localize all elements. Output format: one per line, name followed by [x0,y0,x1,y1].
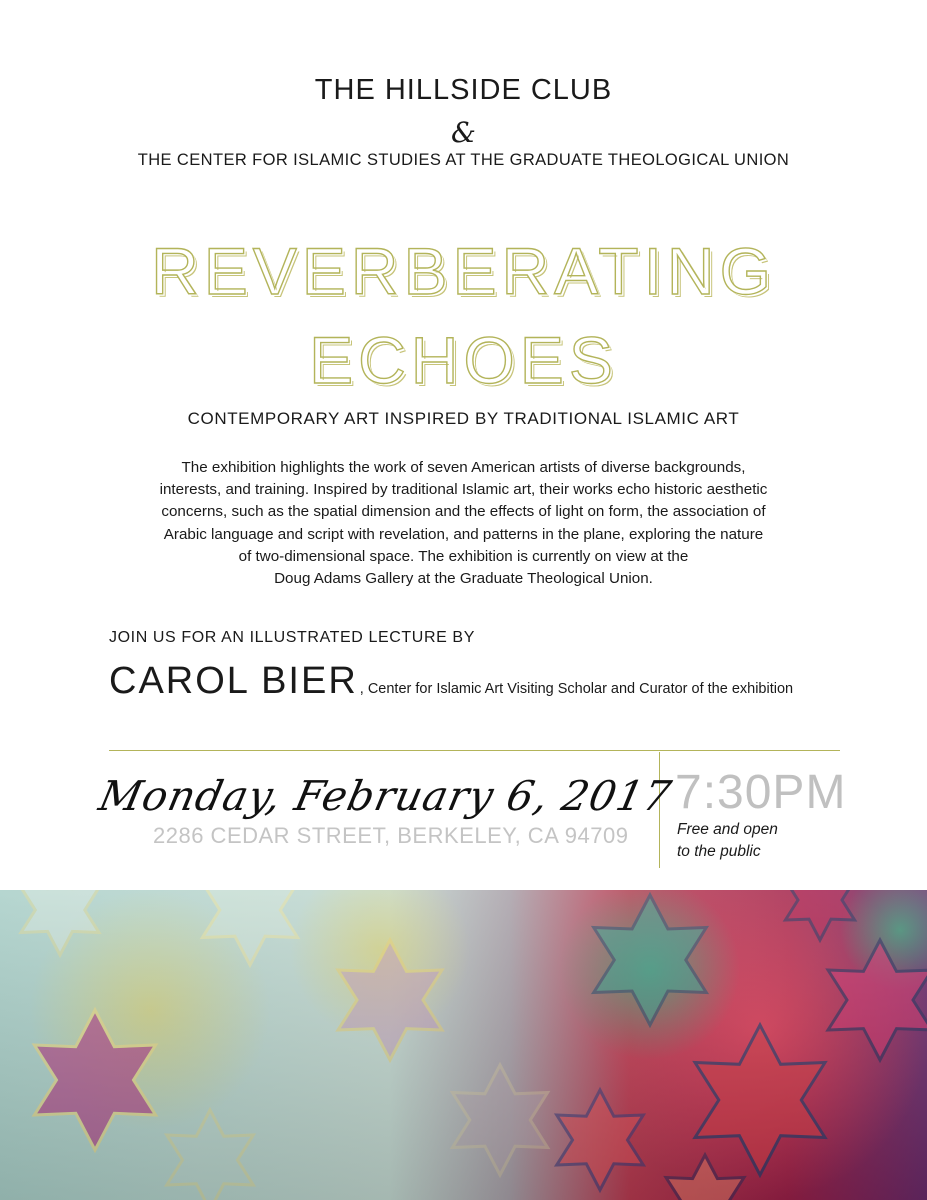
event-date: Monday, February 6, 2017 [94,772,677,820]
speaker-line [109,660,793,703]
admission-line: to the public [677,843,761,860]
speaker-role: , Center for Islamic Art Visiting Scholar and Curator of the exhibition [359,681,794,697]
ampersand: & [451,116,476,149]
admission-note [677,819,778,863]
event-subtitle: CONTEMPORARY ART INSPIRED BY TRADITIONAL ISLAMIC ART [187,409,740,428]
host-organization: THE HILLSIDE CLUB [314,74,613,106]
cohost-organization: THE CENTER FOR ISLAMIC STUDIES AT THE GRADUATE THEOLOGICAL UNION [137,151,790,169]
islamic-pattern-artwork [0,890,927,1200]
event-description [100,457,827,590]
divider-horizontal [109,750,840,751]
description-line: of two-dimensional space. The exhibition is currently on view at the [238,547,689,565]
event-title-line2: ECHOES [309,323,618,397]
description-line: The exhibition highlights the work of seven American artists of diverse backgrounds, [181,459,746,476]
description-line: concerns, such as the spatial dimension and the effects of light on form, the association of [161,503,766,521]
lecture-intro: JOIN US FOR AN ILLUSTRATED LECTURE BY [109,629,475,646]
description-line: Arabic language and script with revelation, and patterns in the plane, exploring the nature [163,525,764,543]
description-line: Doug Adams Gallery at the Graduate Theological Union. [274,570,653,588]
description-line: interests, and training. Inspired by traditional Islamic art, their works echo historic aesthetic [159,481,768,499]
event-title-line1: REVERBERATING [151,234,776,308]
admission-line: Free and open [677,821,778,838]
speaker-name: CAROL BIER [109,660,358,702]
event-address: 2286 CEDAR STREET, BERKELEY, CA 94709 [153,823,629,848]
event-time: 7:30PM [675,766,847,819]
